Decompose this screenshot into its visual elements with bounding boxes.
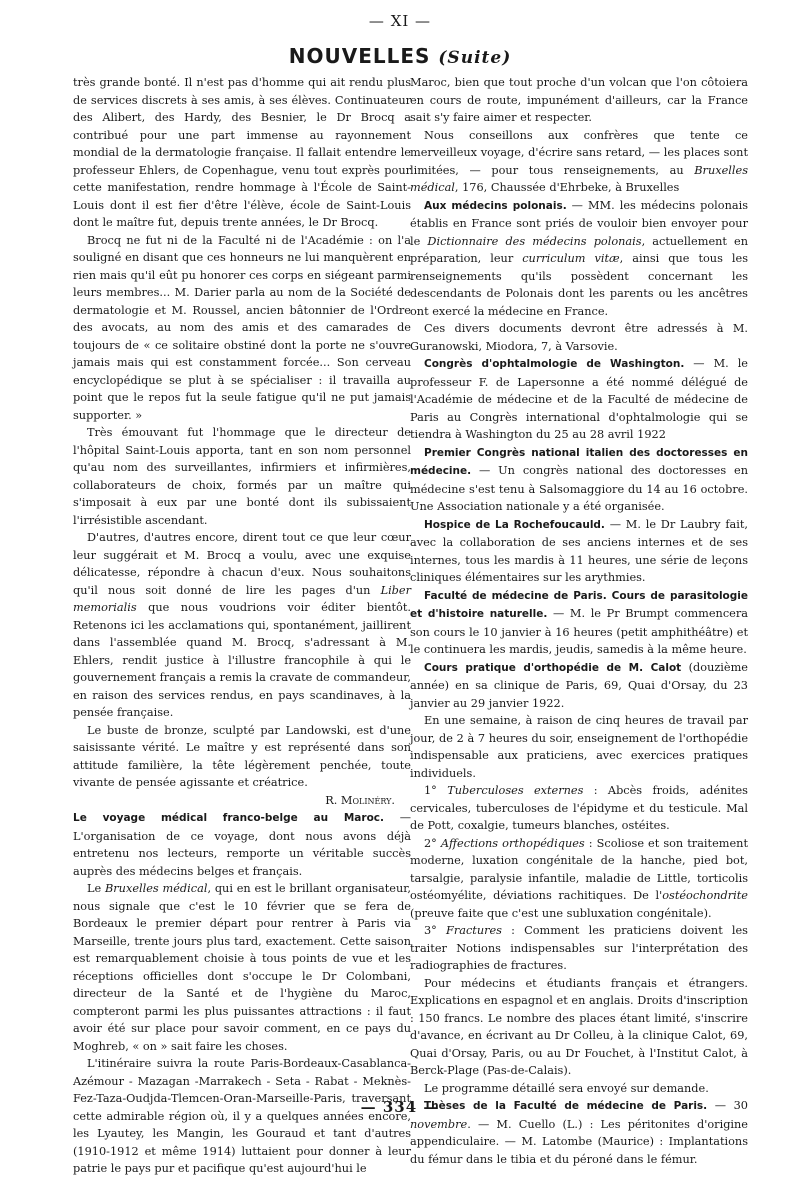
page-number: — 334 — [360,1098,440,1116]
news-item [410,444,748,516]
italic-term: curriculum vitæ [522,252,620,265]
text-run: , actuellement en préparation, leur [410,234,749,265]
list-number: 1° [424,784,448,797]
text-run: : Comment les praticiens doivent les traiter Notions indispensables sur l'interprétation des radiographies de fractures. [410,924,748,972]
news-heading: Cours pratique d'orthopédie de M. Calot [424,661,682,674]
text-run: — 30 [707,1099,748,1112]
italic-title: Dictionnaire des médecins polonais [427,234,642,248]
news-item [410,587,748,659]
paragraph: Le programme détaillé sera envoyé sur demande. [424,1081,709,1095]
text-run: — Un congrès national des doctoresses en médecine s'est tenu à Salsomaggiore du 14 au 16 octobre. Une Association nationale y a été organisée. [410,464,748,513]
text-run: , ainsi que tous les renseignements qu'ils possèdent concernant les descendants de Polonais dont les parents ou les ancêtres ont exercé la médecine en France. [410,252,748,318]
italic-title: Bruxelles médical [104,882,208,895]
section-title [0,44,800,68]
roman-folio: — XI — [368,12,432,30]
news-item [73,809,411,880]
text-run: . — M. Cuello (L.) : Les péritonites d'origine appendiculaire. — M. Latombe (Maurice) : Implantations du fémur dans le tibia et du péroné dans le fémur. [410,1117,748,1166]
italic-term: novembre [410,1117,468,1131]
paragraph: Très émouvant fut l'hommage que le directeur de l'hôpital Saint-Louis apporta, tant en son nom personnel qu'au nom des surveillantes, infirmiers et infirmières, collaborateurs de choix, formés par un maître qui s'imposait à eux par une bonté dont ils subissaient l'irrésistible ascendant. [73,426,411,527]
text-run: — M. le professeur F. de Lapersonne a été nommé délégué de l'Académie de médecine et de la Faculté de médecine de Paris au Congrès international d'ophtalmologie qui se tiendra à Washington du 25 au 28 avril 1922 [410,357,748,441]
paragraph: Le buste de bronze, sculpté par Landowski, est d'une saisissante vérité. Le maître y est représenté dans son attitude familière, la tête légèrement penchée, toute vivante de pensée agissante et créatrice. [73,723,411,789]
news-item [410,355,748,444]
list-number: 3° [424,924,446,937]
news-item [410,516,748,587]
list-item [410,782,748,835]
text-run: : Abcès froids, adénites cervicales, tuberculoses de l'épidyme et du testicule. Mal de Pott, coxalgie, tumeurs blanches, ostéites. [410,784,748,832]
section-title-text: NOUVELLES [288,44,431,68]
italic-term: Affections orthopédiques [440,836,585,850]
paragraph: Maroc, bien que tout proche d'un volcan que l'on côtoiera en cours de route, impunément d'ailleurs, car la France sait s'y faire aimer et respecter. [410,76,748,124]
text-run: — M. le Pr Brumpt commencera son cours le 10 janvier à 16 heures (petit amphithéâtre) et le continuera les mardis, jeudis, samedis à la même heure. [410,607,748,656]
right-column [410,74,748,1168]
text-run: Nous conseillons aux confrères que tente ce merveilleux voyage, d'écrire sans retard, — les places sont limitées, — pour tous renseignements, au [410,128,748,177]
list-number: 2° [424,836,441,850]
text-run: — MM. les médecins polonais établis en France sont priés de vouloir bien envoyer pour le [410,198,748,248]
list-item [410,835,748,923]
text-run: (preuve faite que c'est une subluxation congénitale). [410,906,712,920]
text-run: que nous voudrions voir éditer bientôt. Retenons ici les acclamations qui, spontanément, jaillirent dans l'assemblée quand M. Brocq, s'adressant à M. Ehlers, rendit justice à l'illustre francophile à qui le gouvernement français a remis la cravate de commandeur, en raison des services rendus, en pays scandinaves, à la pensée française. [73,601,411,719]
paragraph: Pour médecins et étudiants français et étrangers. Explications en espagnol et en anglais. Droits d'inscription : 150 francs. Le nombre des places étant limité, s'inscrire d'avance, en écrivant au Dr Colleu, à la clinique Calot, 69, Quai d'Orsay, Paris, ou au Dr Fouchet, à l'Institut Calot, à Berck-Plage (Pas-de-Calais). [410,976,748,1077]
news-heading: Thèses de la Faculté de médecine de Paris. [424,1100,708,1112]
left-column [73,74,411,1178]
paragraph [410,127,748,197]
text-run: , qui en est le brillant organisateur, nous signale que c'est le 10 février que se fera de Bordeaux le premier départ pour rentrer à Paris via Marseille, trente jours plus tard, exactement. Cette saison est remarquablement choisie à tous points de vue et les réceptions officielles dont s'occupe le Dr Colombani, directeur de la Santé et de l'hygiène du Maroc, compteront parmi les plus puissantes attractions : il faut avoir été sur place pour savoir comment, en ce pays du Moghreb, « on » sait faire les choses. [73,882,411,1053]
news-item [410,197,748,321]
news-heading: Aux médecins polonais. [424,199,567,212]
section-title-suffix: (Suite) [438,48,512,68]
paragraph: Brocq ne fut ni de la Faculté ni de l'Académie : on l'a souligné en disant que ces honneurs ne lui manquèrent en rien mais qu'il eût pu honorer ces corps en siégeant parmi leurs membres... M. Darier parla au nom de la Société de dermatologie et M. Roussel, ancien bâtonnier de l'Ordre des avocats, au nom des amis et des camarades de toujours de « ce solitaire obstiné dont la porte ne s'ouvre jamais mais qui est constamment forcée... Son cerveau encyclopédique se plut à se spécialiser : il travailla au point que le repos fut la seule fatigue qu'il ne put jamais supporter. » [73,233,411,422]
text-run: D'autres, d'autres encore, dirent tout ce que leur cœur leur suggérait et M. Brocq a voulu, avec une exquise délicatesse, répondre à chacun d'eux. Nous souhaitons qu'il nous soit donné de lire les pages d'un [73,531,411,597]
news-heading: Faculté de médecine de Paris. Cours de parasitologie et d'histoire naturelle. [410,589,748,620]
text-run: , 176, Chaussée d'Ehrbeke, à Bruxelles [454,181,680,194]
author-signature: R. Molinéry. [325,793,395,807]
italic-title: Liber memorialis [73,583,411,614]
italic-term: Tuberculoses externes [447,784,584,797]
text-run: Le [87,882,105,895]
italic-term: ostéochondrite [662,889,748,902]
paragraph [73,529,411,722]
news-heading: Le voyage médical franco-belge au Maroc. [73,812,384,824]
text-run: (douzième année) en sa clinique de Paris, 69, Quai d'Orsay, du 23 janvier au 29 janvier 1922. [410,660,748,710]
news-heading: Hospice de La Rochefoucauld. [424,518,605,531]
paragraph [73,880,411,1055]
text-run: : Scoliose et son traitement moderne, luxation congénitale de la hanche, pied bot, tarsalgie, paralysie infantile, maladie de Little, torticolis ostéomyélite, déviations rachitiques. De l' [410,836,748,902]
news-heading: Premier Congrès national italien des doctoresses en médecine. [410,446,748,477]
text-run: — L'organisation de ce voyage, dont nous avons déjà entretenu nos lecteurs, remporte un véritable succès auprès des médecins belges et français. [73,811,411,878]
paragraph: très grande bonté. Il n'est pas d'homme qui ait rendu plus de services discrets à ses amis, à ses élèves. Continuateur des Alibert, des Hardy, des Besnier, le Dr Brocq a contribué pour une part immense au rayonnement mondial de la dermatologie française. Il fallait entendre le professeur Ehlers, de Copenhague, venu tout exprès pour cette manifestation, rendre hommage à l'École de Saint-Louis dont il est fier d'être l'élève, école de Saint-Louis dont le maître fut, depuis trente années, le Dr Brocq. [73,76,411,229]
news-item [410,659,748,713]
italic-title: Bruxelles médical [410,163,748,194]
list-item [410,922,748,975]
news-heading: Congrès d'ophtalmologie de Washington. [424,358,685,370]
italic-term: Fractures [445,924,502,937]
paragraph: Ces divers documents devront être adressés à M. Guranowski, Miodora, 7, à Varsovie. [410,322,748,353]
text-run: — M. le Dr Laubry fait, avec la collaboration de ses anciens internes et de ses internes, tous les mardis à 11 heures, une série de leçons cliniques élémentaires sur les arythmies. [410,517,748,584]
paragraph: L'itinéraire suivra la route Paris-Bordeaux-Casablanca-Azémour - Mazagan -Marrakech - Seta - Rabat - Meknès-Fez-Taza-Oudjda-Tlemcen-Oran-Marseille-Paris, traversant cette admirable région où, il y a quelques années encore, les Lyautey, les Mangin, les Gouraud et tant d'autres (1910-1912 et même 1914) luttaient pour donner à leur patrie le pays pur et pacifique qu'est aujourd'hui le [73,1057,411,1175]
paragraph: En une semaine, à raison de cinq heures de travail par jour, de 2 à 7 heures du soir, enseignement de l'orthopédie indispensable aux praticiens, avec exercices pratiques individuels. [410,714,748,780]
